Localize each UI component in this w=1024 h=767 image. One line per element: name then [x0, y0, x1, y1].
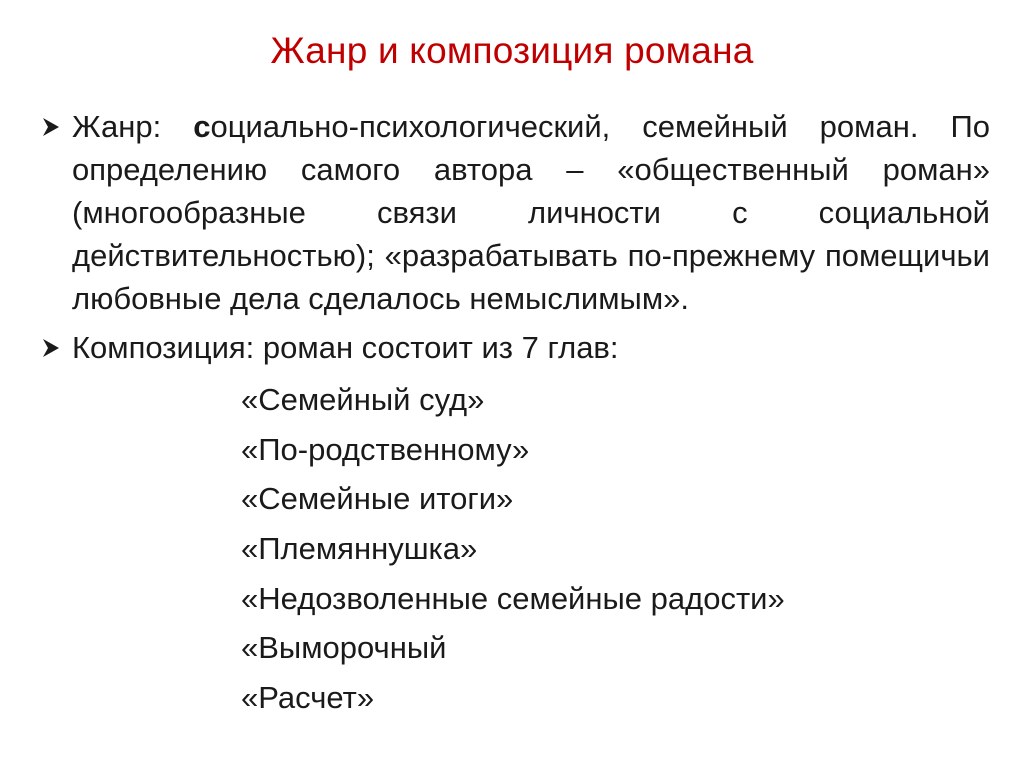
arrow-bullet-icon [40, 326, 72, 369]
chapter-list [40, 375, 990, 723]
bullet-genre [40, 105, 990, 320]
bullet-genre-text [72, 105, 990, 320]
chapter-item: «Племяннушка» [241, 531, 478, 567]
chapter-item: «Расчет» [241, 680, 375, 716]
slide-body [40, 105, 990, 723]
chapter-item: «Семейный суд» [241, 382, 485, 417]
chapter-item: «Недозволенные семейные радости» [241, 580, 785, 616]
bullet-composition-text: Композиция: роман состоит из 7 глав: [72, 330, 619, 365]
genre-description: оциально-психологический, семейный роман. По определению самого автора – «общественный роман» (многообразные связи личности с социальной действительностью); «разрабатывать по-прежнему помещичьи любовные дела сделалось немыслимым». [72, 109, 990, 316]
chapter-item: «По-родственному» [241, 431, 530, 467]
chapter-item: «Выморочный [241, 630, 447, 666]
genre-label: Жанр: [72, 109, 194, 144]
arrow-bullet-icon [40, 105, 72, 148]
slide-title: Жанр и композиция романа [270, 30, 754, 71]
bullet-composition [40, 326, 990, 369]
chapter-item: «Семейные итоги» [241, 481, 514, 517]
genre-lead-letter: с [193, 109, 211, 144]
